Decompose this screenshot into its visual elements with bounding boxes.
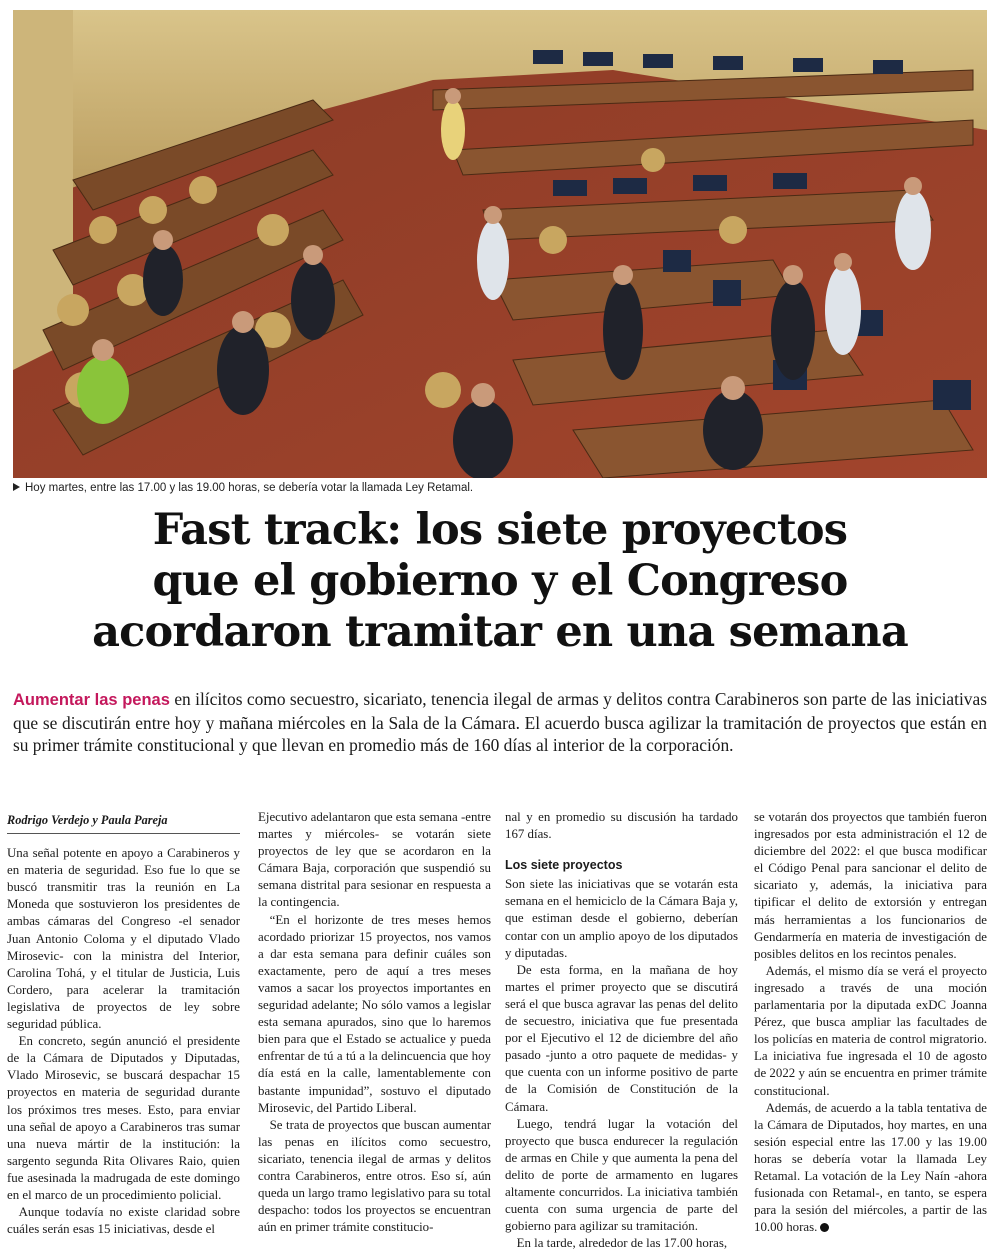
paragraph: “En el horizonte de tres meses hemos acordado priorizar 15 proyectos, nos vamos a dar esta semana para definir cuáles son exactamente, pero de aquí a tres meses vamos a sacar los proyectos importantes en seguridad adelante; No sólo vamos a legislar esta semana apurados, sino que lo haremos bien para que el Estado se actualice y pueda enfrentar de tú a tú a la delincuencia que hoy día está en la calle, lamentablemente con bastante impunidad”, sostuvo el diputado Mirosevic, del Partido Liberal.	[258, 912, 491, 1115]
article-column-1	[7, 812, 240, 1238]
article-column-3	[505, 809, 738, 1252]
headline	[0, 505, 1000, 658]
paragraph: De esta forma, en la mañana de hoy martes el primer proyecto que se discutirá será el que busca agravar las penas del delito de secuestro, iniciativa que fue presentada por el Ejecutivo el 12 de diciembre del año pasado -junto a otro paquete de medidas- y que cuenta con un informe positivo de parte de la Comisión de Constitución de la Cámara.	[505, 962, 738, 1114]
final-paragraph	[754, 1100, 987, 1237]
section-subhead: Los siete proyectos	[505, 858, 623, 873]
article-column-4	[754, 809, 987, 1236]
parliament-chamber-photo	[13, 10, 987, 478]
paragraph: Ejecutivo adelantaron que esta semana -entre martes y miércoles- se votarán siete proyectos de ley que se acordaron en la Cámara Baja, corporación que suspendió su semana distrital para sesionar en respuesta a la contingencia.	[258, 810, 491, 910]
article-column-2	[258, 809, 491, 1236]
paragraph: Son siete las iniciativas que se votarán esta semana en el hemiciclo de la Cámara Baja y, que estiman desde el gobierno, deberían contar con un amplio apoyo de los diputados y diputadas.	[505, 877, 738, 960]
paragraph: Se trata de proyectos que buscan aumentar las penas en ilícitos como secuestro, sicariato, tenencia ilegal de armas y delitos contra Carabineros, entre otros. Eso sí, aún queda un largo tramo legislativo para su total despacho: todos los proyectos se encuentran aún en primer trámite constitucio-	[258, 1117, 491, 1235]
headline-line-1: Fast track: los siete proyectos	[152, 505, 848, 555]
headline-line-2: que el gobierno y el Congreso	[152, 556, 848, 606]
paragraph: En concreto, según anunció el presidente de la Cámara de Diputados y Diputadas, Vlado Mirosevic, se buscará despachar 15 proyectos en materia de seguridad durante los próximos tres meses. Esto, para enviar una señal de apoyo a Carabineros tras sumar una nueva mártir de la institución: la sargento segunda Rita Olivares Raio, quien fue asesinada la madrugada de este domingo en el marco de un procedimiento policial.	[7, 1034, 240, 1202]
paragraph: Luego, tendrá lugar la votación del proyecto que busca endurecer la regulación de armas en Chile y que aumenta la pena del delito de porte de armamento en lugares altamente concurridos. La iniciativa también cuenta con suma urgencia de parte del gobierno para agilizar su tramitación.	[505, 1116, 738, 1234]
caption-arrow-icon	[13, 483, 20, 491]
paragraph: Además, el mismo día se verá el proyecto ingresado a través de una moción parlamentaria por la diputada exDC Joanna Pérez, que busca ampliar las facultades de los policías en materia de control migratorio. La iniciativa fue ingresada el 10 de agosto de 2022 y aún se encuentra en primer trámite constitucional.	[754, 963, 987, 1098]
paragraph: nal y en promedio su discusión ha tardado 167 días.	[505, 810, 738, 842]
final-paragraph-text: Además, de acuerdo a la tabla tentativa de la Cámara de Diputados, hoy martes, en una sesión especial entre las 17.00 y las 19.00 horas se debería votar la llamada Ley Retamal. La votación de la Ley Naín -ahora fusionada con Retamal-, en tanto, se espera para la sesión del miércoles, a partir de las 10.00 horas.	[754, 1100, 987, 1235]
lead-paragraph	[13, 688, 987, 757]
caption-text: Hoy martes, entre las 17.00 y las 19.00 horas, se debería votar la llamada Ley Retamal.	[25, 482, 474, 494]
end-of-article-icon	[820, 1223, 829, 1232]
paragraph: se votarán dos proyectos que también fueron ingresados por esta administración el 12 de diciembre del 2022: el que busca modificar el Código Penal para sancionar el delito de sicariato y, además, la iniciativa para tipificar el delito de extorsión y entregan más herramientas a los funcionarios de Gendarmería en materia de investigación de posibles delitos en los recintos penales.	[754, 810, 987, 961]
paragraph: Una señal potente en apoyo a Carabineros y en materia de seguridad. Eso fue lo que se buscó transmitir tras la reunión en La Moneda que sostuvieron los presidentes de ambas cámaras del Congreso -el senador Juan Antonio Coloma y el diputado Vlado Mirosevic- con la ministra del Interior, Carolina Tohá, y el titular de Justicia, Luis Cordero, para acelerar la tramitación legislativa de proyectos de ley sobre seguridad pública.	[7, 846, 240, 1032]
photo-caption	[13, 482, 473, 494]
headline-line-3: acordaron tramitar en una semana	[92, 607, 908, 657]
byline: Rodrigo Verdejo y Paula Pareja	[7, 812, 240, 834]
news-photo	[13, 10, 987, 478]
paragraph: En la tarde, alrededor de las 17.00 horas,	[516, 1236, 728, 1251]
lead-text: en ilícitos como secuestro, sicariato, tenencia ilegal de armas y delitos contra Carabineros son parte de las iniciativas que se discutirán entre hoy y mañana miércoles en la Sala de la Cámara. El acuerdo busca agilizar la tramitación de proyectos que están en su primer trámite constitucional y que llevan en promedio más de 160 días al interior de la corporación.	[13, 689, 987, 755]
lead-kicker: Aumentar las penas	[13, 691, 170, 709]
paragraph: Aunque todavía no existe claridad sobre cuáles serán esas 15 iniciativas, desde el	[7, 1205, 240, 1237]
